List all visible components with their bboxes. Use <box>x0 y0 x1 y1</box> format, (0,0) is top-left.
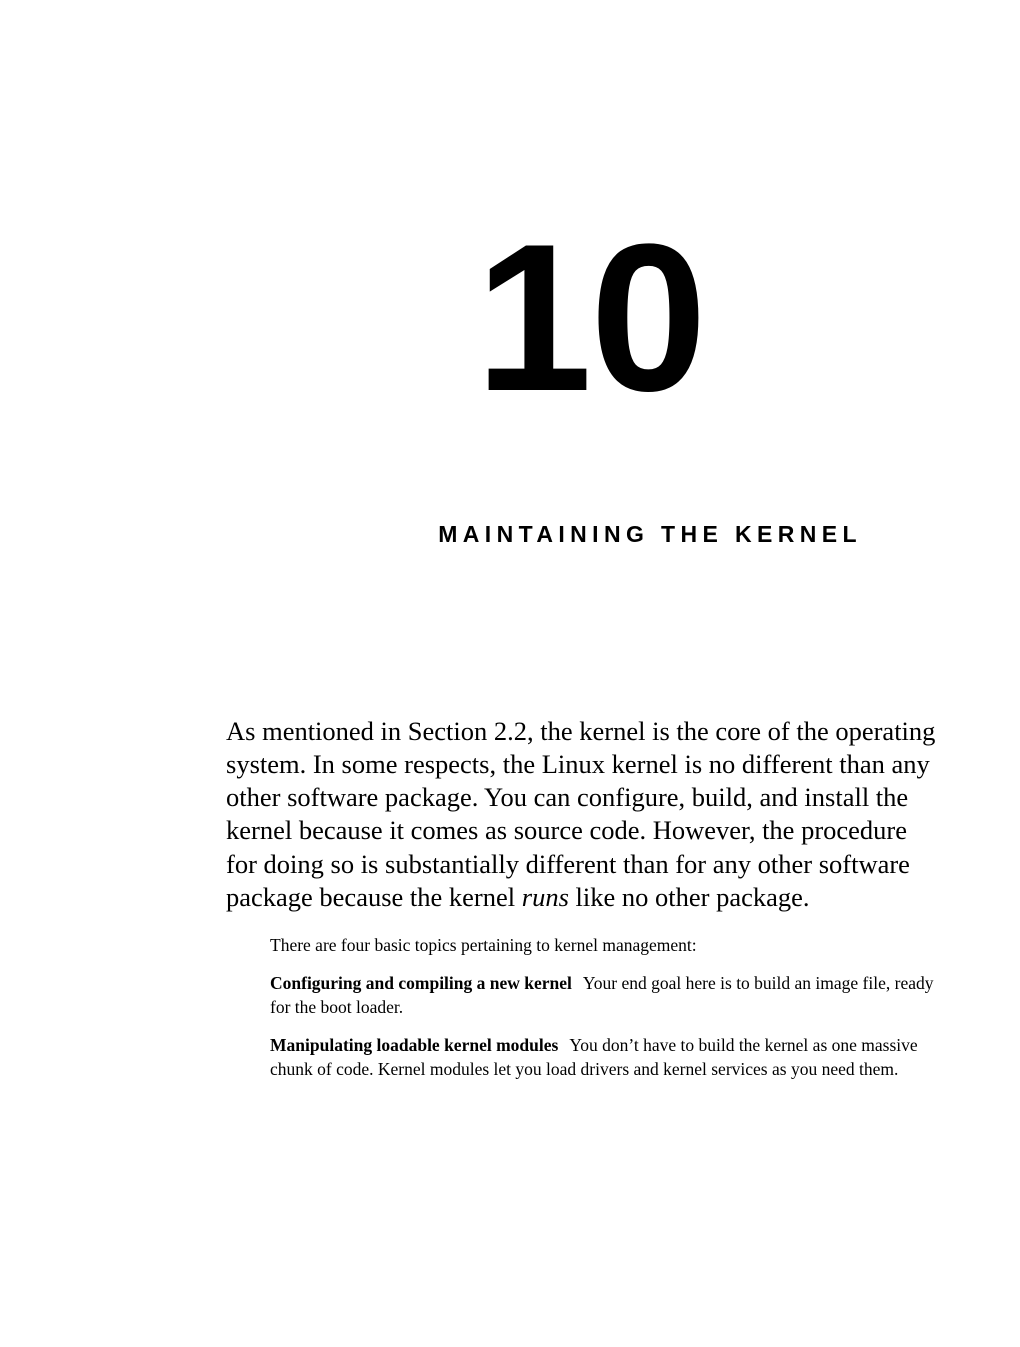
body-content <box>226 715 938 1082</box>
topic-term: Configuring and compiling a new kernel <box>270 973 572 994</box>
lead-paragraph-part1: As mentioned in Section 2.2, the kernel is the core of the operating system. In some respects, the Linux kernel is no different than any other software package. You can configure, build, and install the kernel because it comes as source code. However, the procedure for doing so is substantially different than for any other software package because the kernel <box>226 716 936 912</box>
topics-intro-line: There are four basic topics pertaining to kernel management: <box>270 934 697 955</box>
chapter-number: 10 <box>475 200 705 435</box>
topic-item <box>270 971 938 1019</box>
topic-item <box>270 1033 938 1081</box>
lead-paragraph-part2: like no other package. <box>568 881 810 912</box>
lead-paragraph-emphasis: runs <box>521 881 569 912</box>
chapter-title: MAINTAINING THE KERNEL <box>438 521 862 547</box>
lead-paragraph <box>226 715 938 914</box>
topic-description: Your end goal here is to build an image file, ready for the boot loader. <box>270 973 934 1018</box>
topic-term: Manipulating loadable kernel modules <box>270 1035 559 1056</box>
topic-description: You don’t have to build the kernel as one massive chunk of code. Kernel modules let you load drivers and kernel services as you need them. <box>270 1035 918 1080</box>
